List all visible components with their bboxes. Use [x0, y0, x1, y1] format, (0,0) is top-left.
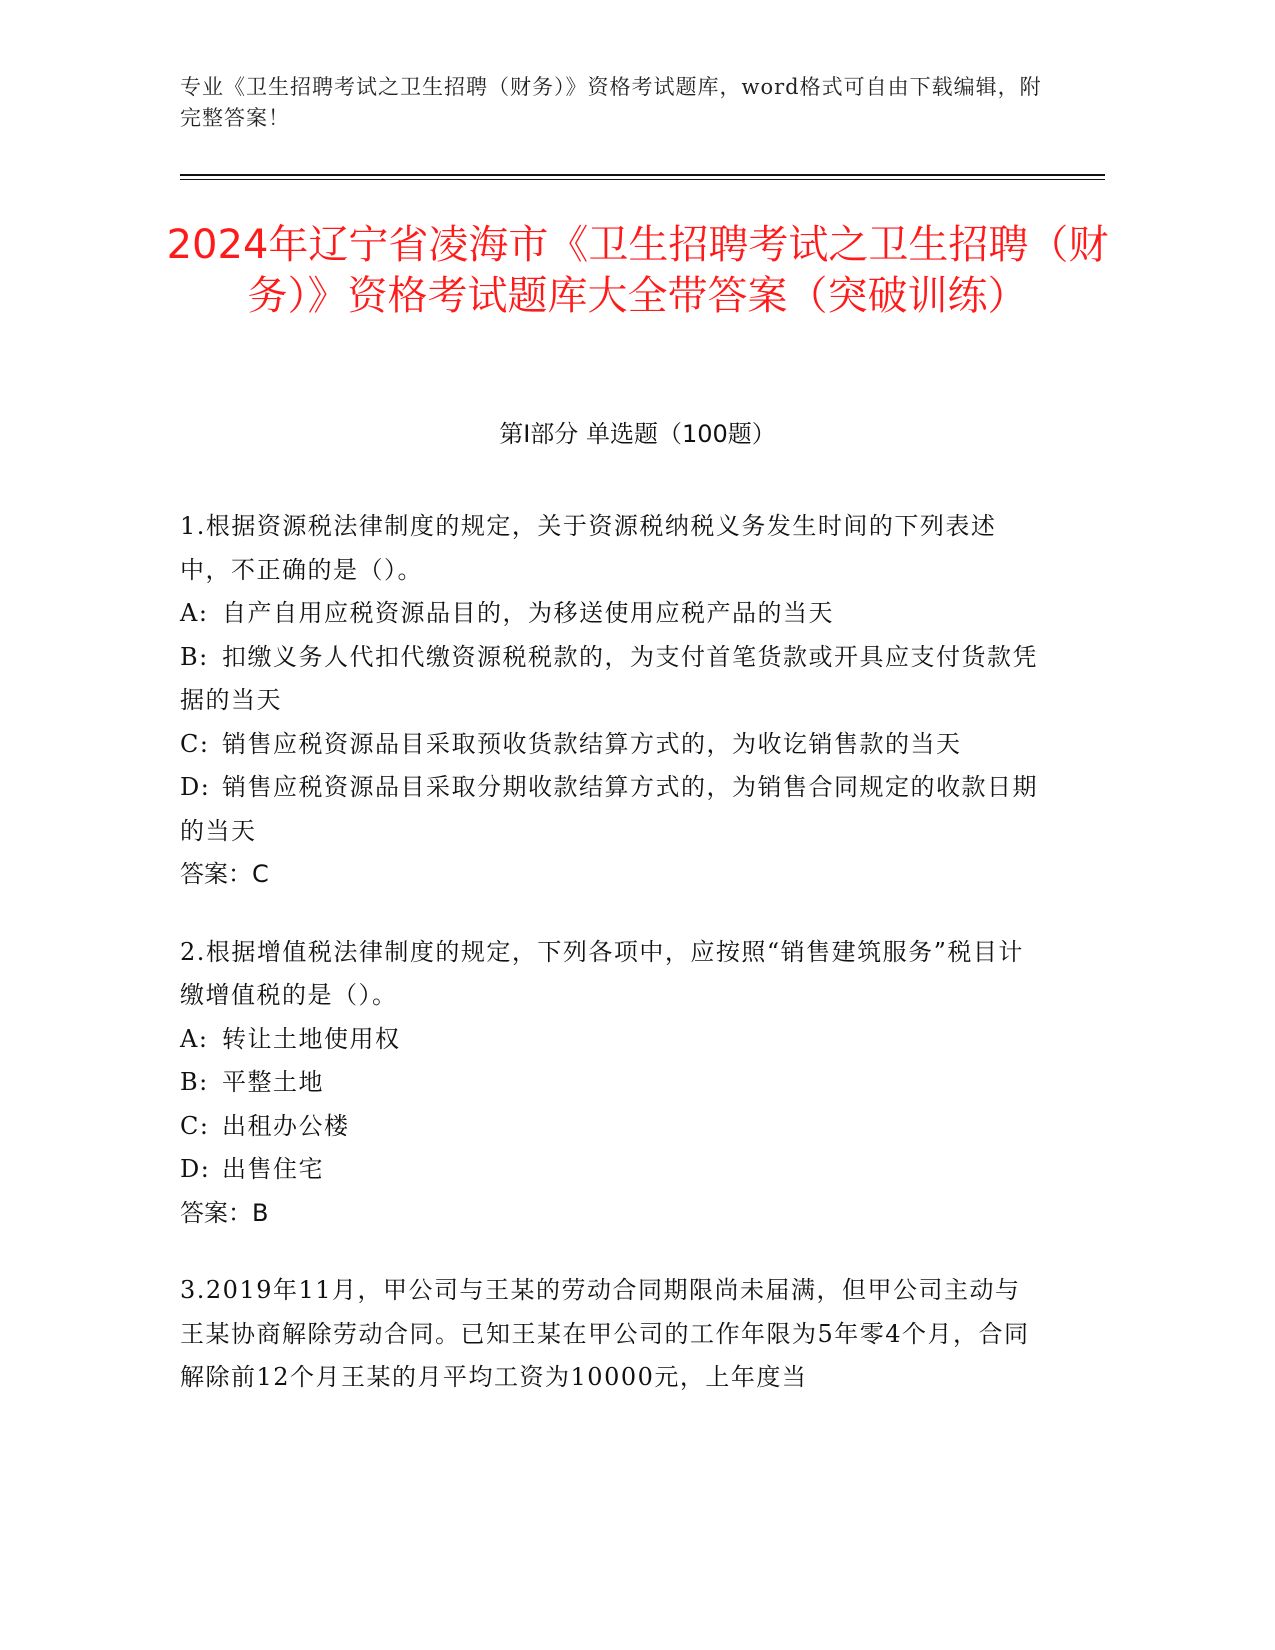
option-label: A: [180, 599, 209, 627]
option-text: 自产自用应税资源品目的，为移送使用应税产品的当天 [222, 599, 834, 627]
option-label: C: [180, 729, 210, 758]
header-rule-thick [180, 174, 1105, 176]
option-c [180, 723, 1040, 767]
option-b [180, 636, 1040, 723]
option-label: D: [180, 1155, 211, 1183]
option-text: 扣缴义务人代扣代缴资源税税款的，为支付首笔货款或开具应支付货款凭据的当天 [180, 642, 1038, 714]
option-d [180, 766, 1040, 853]
option-label: B: [180, 1068, 209, 1096]
option-label: A: [180, 1024, 209, 1053]
option-text: 平整土地 [222, 1068, 324, 1096]
option-label: D: [180, 773, 211, 801]
option-text: 转让土地使用权 [222, 1024, 401, 1053]
option-a [180, 1018, 1040, 1062]
answer: 答案：C [180, 860, 269, 888]
option-label: C: [180, 1111, 210, 1140]
header-note: 专业《卫生招聘考试之卫生招聘（财务）》资格考试题库，word格式可自由下载编辑，附完整答案！ [180, 75, 1042, 130]
document-title: 2024年辽宁省凌海市《卫生招聘考试之卫生招聘（财务）》资格考试题库大全带答案（突破训练） [166, 222, 1109, 319]
section-heading: 第Ⅰ部分 单选题（100题） [499, 420, 776, 448]
option-c [180, 1105, 1040, 1149]
question-list [180, 505, 1040, 1434]
option-b [180, 1061, 1040, 1105]
answer: 答案：B [180, 1198, 269, 1227]
question-2 [180, 931, 1040, 1236]
option-a [180, 592, 1040, 636]
option-text: 出售住宅 [222, 1155, 324, 1183]
option-label: B: [180, 642, 209, 671]
option-d [180, 1148, 1040, 1192]
option-text: 销售应税资源品目采取预收货款结算方式的，为收讫销售款的当天 [222, 729, 962, 758]
question-1 [180, 505, 1040, 897]
question-stem: 3.2019年11月，甲公司与王某的劳动合同期限尚未届满，但甲公司主动与王某协商解除劳动合同。已知王某在甲公司的工作年限为5年零4个月，合同解除前12个月王某的月平均工资为10000元，上年度当 [180, 1276, 1030, 1391]
header-rule-thin [180, 179, 1105, 180]
question-3 [180, 1269, 1040, 1400]
question-stem: 2.根据增值税法律制度的规定，下列各项中，应按照“销售建筑服务”税目计缴增值税的是（）。 [180, 937, 1024, 1009]
option-text: 销售应税资源品目采取分期收款结算方式的，为销售合同规定的收款日期的当天 [180, 773, 1038, 845]
option-text: 出租办公楼 [222, 1111, 350, 1140]
question-stem: 1.根据资源税法律制度的规定，关于资源税纳税义务发生时间的下列表述中，不正确的是（）。 [180, 512, 997, 584]
